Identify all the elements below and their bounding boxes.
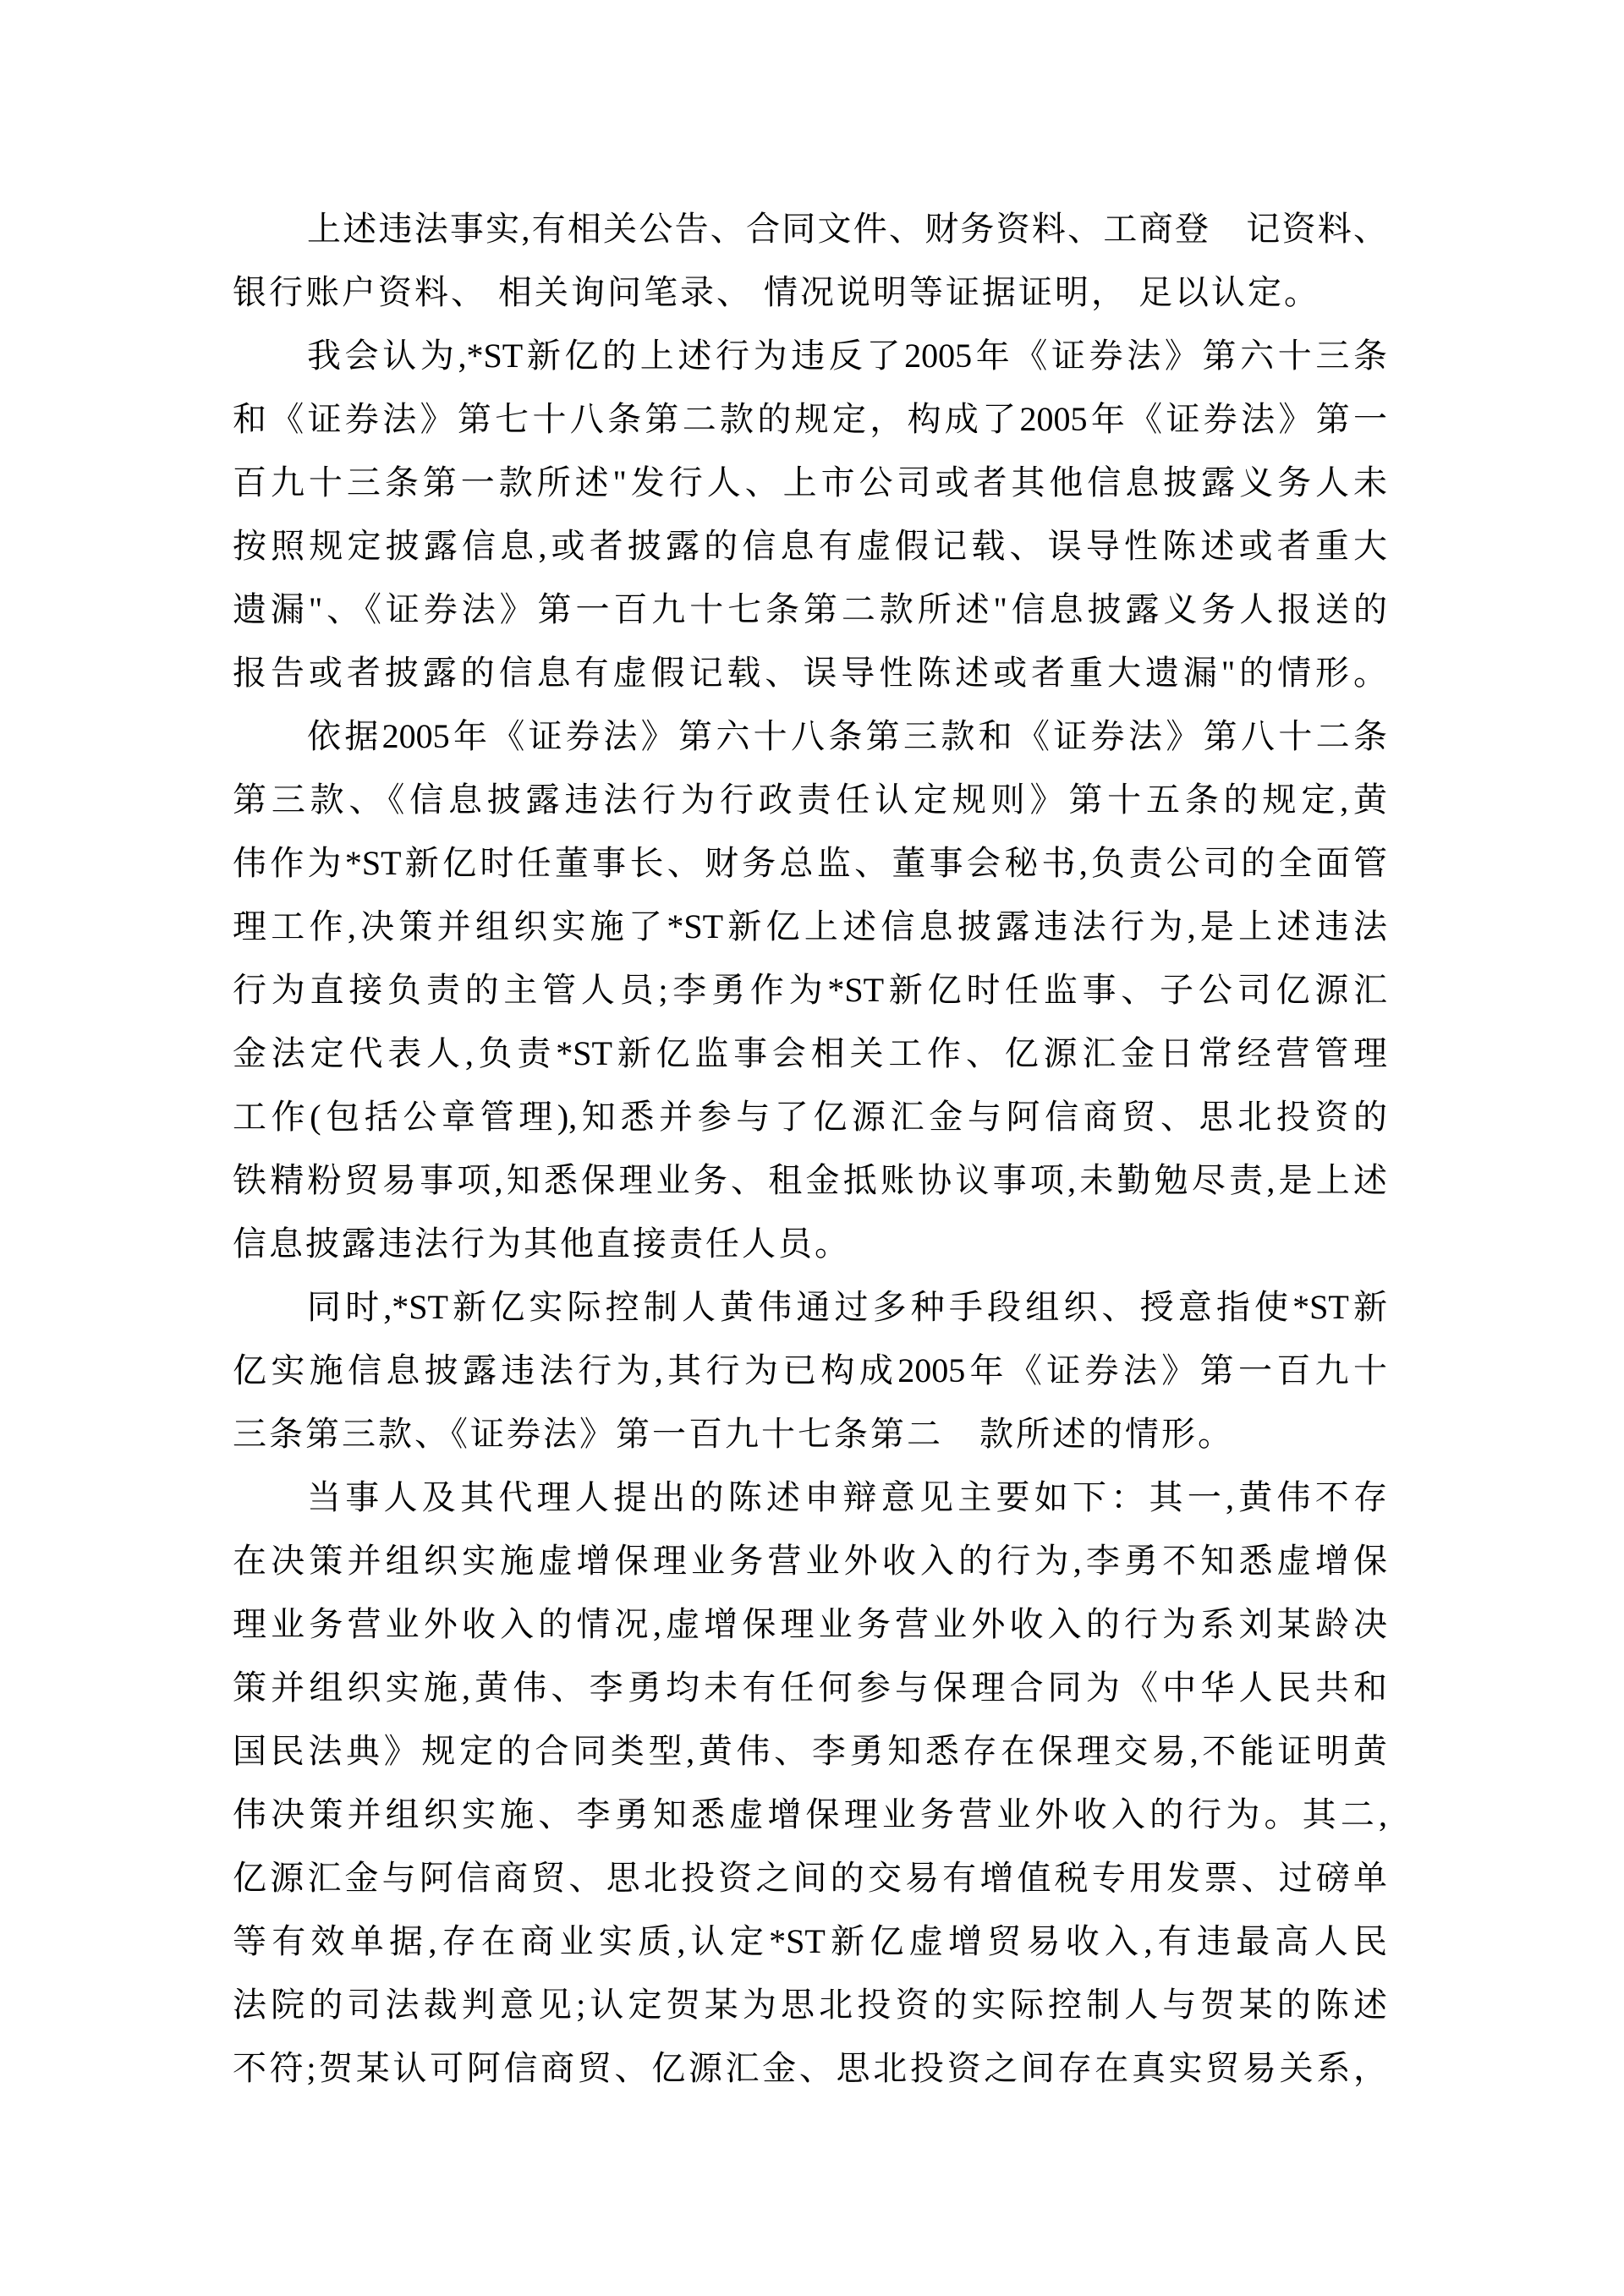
document-line: 百九十三条第一款所述"发行人、上市公司或者其他信息披露义务人未 — [233, 463, 1387, 501]
document-line: 亿源汇金与阿信商贸、思北投资之间的交易有增值税专用发票、过磅单 — [233, 1859, 1387, 1897]
document-line: 理工作,决策并组织实施了*ST新亿上述信息披露违法行为,是上述违法 — [233, 907, 1387, 945]
document-line: 工作(包括公章管理),知悉并参与了亿源汇金与阿信商贸、思北投资的 — [233, 1098, 1387, 1136]
document-line: 铁精粉贸易事项,知悉保理业务、租金抵账协议事项,未勤勉尽责,是上述 — [233, 1161, 1387, 1199]
document-line: 遗漏"、《证券法》第一百九十七条第二款所述"信息披露义务人报送的 — [233, 590, 1387, 628]
document-line: 三条第三款、《证券法》第一百九十七条第二 款所述的情形。 — [233, 1415, 1234, 1453]
document-line: 伟作为*ST新亿时任董事长、财务总监、董事会秘书,负责公司的全面管 — [233, 844, 1387, 882]
document-line: 第三款、《信息披露违法行为行政责任认定规则》第十五条的规定,黄 — [233, 781, 1387, 819]
document-line: 当事人及其代理人提出的陈述申辩意见主要如下：其一,黄伟不存 — [307, 1478, 1387, 1516]
document-line: 报告或者披露的信息有虚假记载、误导性陈述或者重大遗漏"的情形。 — [233, 654, 1387, 692]
document-line: 等有效单据,存在商业实质,认定*ST新亿虚增贸易收入,有违最高人民 — [233, 1922, 1387, 1960]
document-line: 亿实施信息披露违法行为,其行为已构成2005年《证券法》第一百九十 — [233, 1351, 1387, 1389]
document-line: 金法定代表人,负责*ST新亿监事会相关工作、亿源汇金日常经营管理 — [233, 1034, 1387, 1072]
document-line: 伟决策并组织实施、李勇知悉虚增保理业务营业外收入的行为。其二, — [233, 1795, 1387, 1833]
document-line: 按照规定披露信息,或者披露的信息有虚假记载、误导性陈述或者重大 — [233, 527, 1387, 565]
document-line: 行为直接负责的主管人员;李勇作为*ST新亿时任监事、子公司亿源汇 — [233, 971, 1387, 1009]
document-line: 信息披露违法行为其他直接责任人员。 — [233, 1225, 851, 1263]
document-line: 我会认为,*ST新亿的上述行为违反了2005年《证券法》第六十三条 — [307, 337, 1387, 375]
document-line: 理业务营业外收入的情况,虚增保理业务营业外收入的行为系刘某龄决 — [233, 1605, 1387, 1643]
document-line: 法院的司法裁判意见;认定贺某为思北投资的实际控制人与贺某的陈述 — [233, 1986, 1387, 2024]
document-line: 和《证券法》第七十八条第二款的规定，构成了2005年《证券法》第一 — [233, 400, 1387, 438]
document-line: 依据2005年《证券法》第六十八条第三款和《证券法》第八十二条 — [307, 717, 1387, 755]
document-line: 策并组织实施,黄伟、李勇均未有任何参与保理合同为《中华人民共和 — [233, 1669, 1387, 1707]
document-line: 国民法典》规定的合同类型,黄伟、李勇知悉存在保理交易,不能证明黄 — [233, 1732, 1387, 1770]
document-line: 上述违法事实,有相关公告、合同文件、财务资料、工商登 记资料、 — [307, 210, 1387, 248]
text-block — [233, 197, 1387, 2100]
document-line: 在决策并组织实施虚增保理业务营业外收入的行为,李勇不知悉虚增保 — [233, 1542, 1387, 1580]
document-line: 银行账户资料、 相关询问笔录、 情况说明等证据证明， 足以认定。 — [233, 273, 1320, 311]
document-line: 同时,*ST新亿实际控制人黄伟通过多种手段组织、授意指使*ST新 — [307, 1288, 1387, 1326]
document-line: 不符;贺某认可阿信商贸、亿源汇金、思北投资之间存在真实贸易关系， — [233, 2049, 1387, 2087]
